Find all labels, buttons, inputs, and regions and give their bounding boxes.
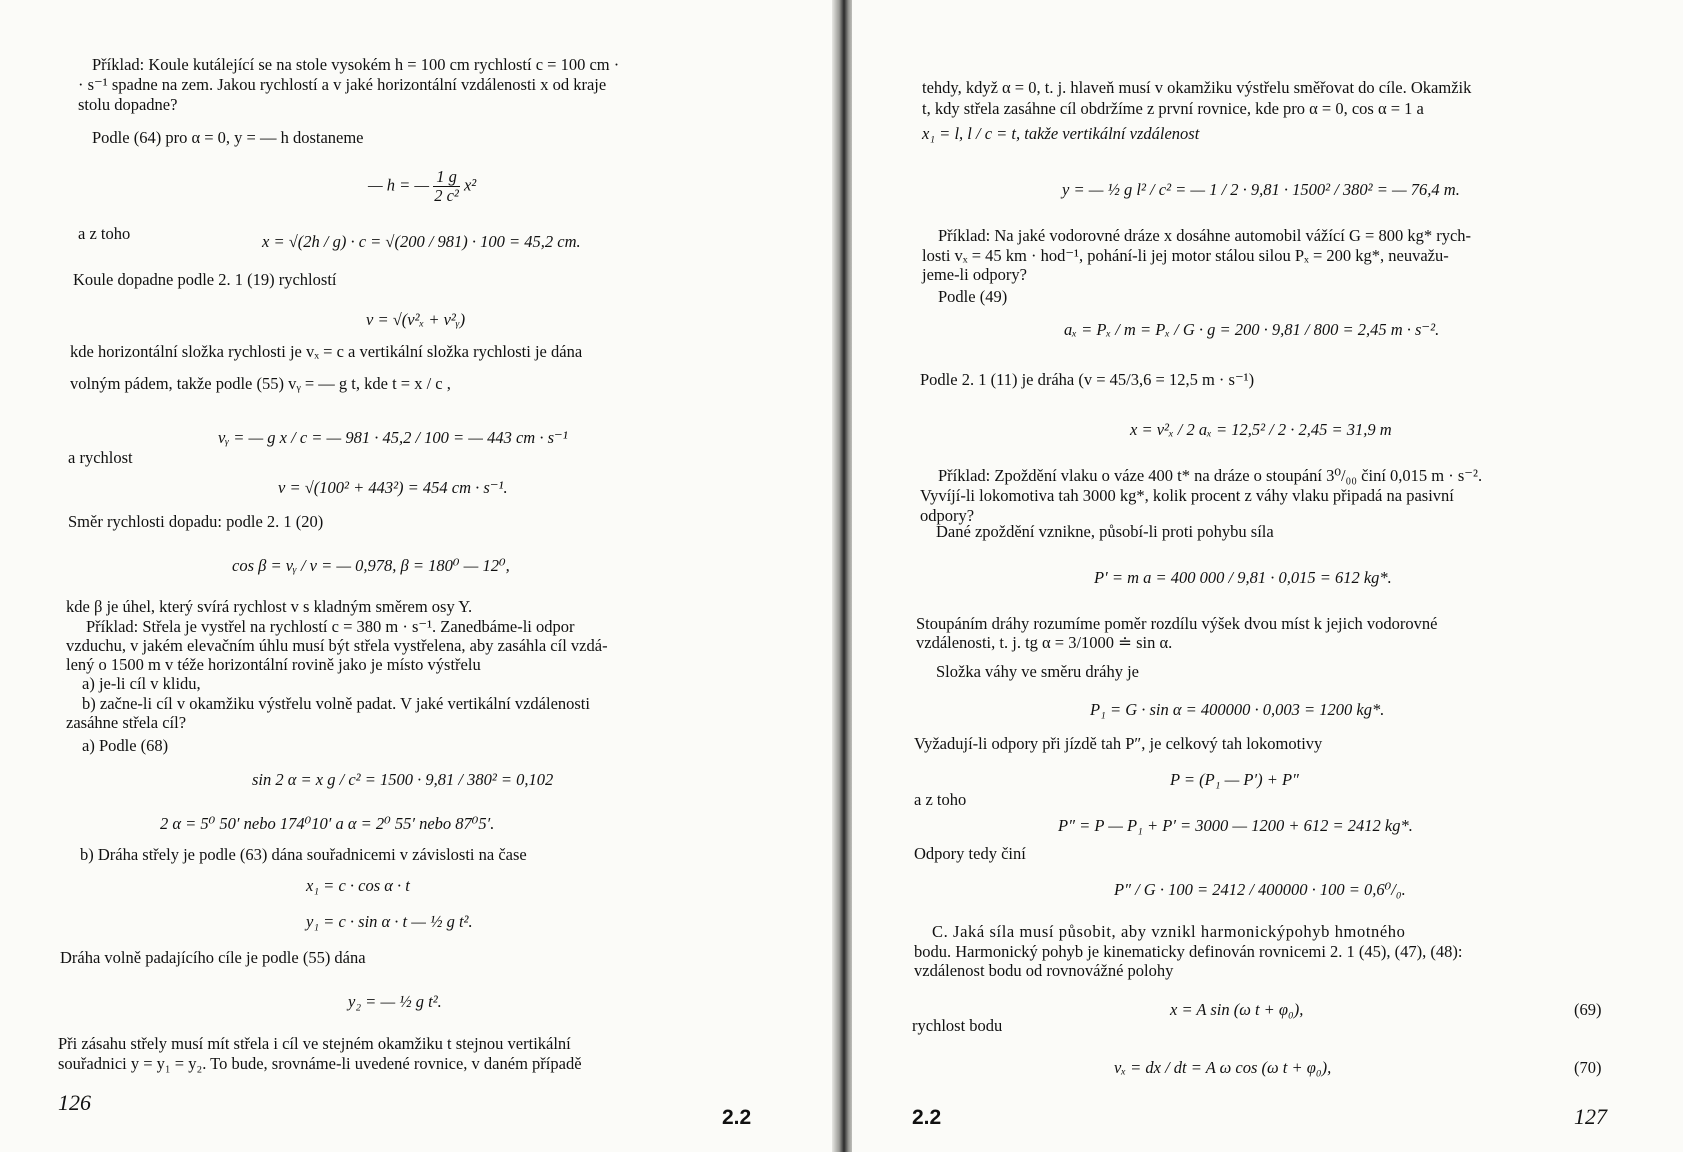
right-page [852, 0, 1683, 1152]
right-eq5: P₁ = G · sin α = 400000 · 0,003 = 1200 kg*. [1090, 700, 1385, 719]
right-eq3: x = v²ₓ / 2 aₓ = 12,5² / 2 · 2,45 = 31,9 m [1130, 420, 1392, 439]
right-q11: rychlost bodu [912, 1016, 1003, 1035]
left-p5: Směr rychlosti dopadu: podle 2. 1 (20) [68, 512, 324, 531]
right-eq8: P″ / G · 100 = 2412 / 400000 · 100 = 0,6⁰/₀. [1114, 880, 1406, 899]
left-eq2: x = √(2h / g) · c = √(200 / 981) · 100 = 45,2 cm. [262, 232, 581, 251]
right-q8: Vyžadují-li odpory při jízdě tah P″, je celkový tah lokomotivy [914, 734, 1323, 753]
left-eq4: vᵧ = — g x / c = — 981 · 45,2 / 100 = — 443 cm · s⁻¹ [218, 428, 568, 447]
left-eq7: sin 2 α = x g / c² = 1500 · 9,81 / 380² = 0,102 [252, 770, 554, 789]
left-eq1-denominator: 2 c² [434, 186, 459, 205]
right-q10-line1: C. Jaká síla musí působit, aby vznikl harmonickýpohyb hmotného [932, 922, 1406, 941]
right-q7: Složka váhy ve směru dráhy je [936, 662, 1139, 681]
right-eq7: P″ = P — P₁ + P′ = 3000 — 1200 + 612 = 2412 kg*. [1058, 816, 1413, 835]
left-p10: Dráha volně padajícího cíle je podle (55) dána [60, 948, 366, 967]
left-p11-line1: Při zásahu střely musí mít střela i cíl ve stejném okamžiku t stejnou vertikální [58, 1034, 571, 1053]
right-q5-line2: Vyvíjí-li lokomotiva tah 3000 kg*, kolik procent z váhy vlaku připadá na pasivní [920, 486, 1454, 505]
right-eq9-number: (69) [1574, 1000, 1602, 1019]
right-eq2: aₓ = Pₓ / m = Pₓ / G · g = 200 · 9,81 / 800 = 2,45 m · s⁻². [1064, 320, 1440, 339]
left-eq1-tail: x² [463, 175, 477, 195]
left-p9: b) Dráha střely je podle (63) dána souřadnicemi v závislosti na čase [80, 845, 527, 864]
right-q9: Odpory tedy činí [914, 844, 1026, 863]
left-p1-line2: · s⁻¹ spadne na zem. Jakou rychlostí a v jaké horizontální vzdálenosti x od kraje [78, 75, 607, 94]
left-eq11: y₂ = — ½ g t². [348, 992, 442, 1011]
left-p7-line6: zasáhne střela cíl? [66, 713, 187, 732]
right-q5-line1: Příklad: Zpoždění vlaku o váze 400 t* na dráze o stoupání 3⁰/₀₀ činí 0,015 m · s⁻². [938, 466, 1483, 485]
right-q4: Podle 2. 1 (11) je dráha (v = 45/3,6 = 12,5 m · s⁻¹) [920, 370, 1255, 389]
right-q1-line2: t, kdy střela zasáhne cíl obdržíme z první rovnice, kde pro α = 0, cos α = 1 a [922, 99, 1424, 118]
left-p7-line4: a) je-li cíl v klidu, [82, 674, 201, 693]
left-p8: a) Podle (68) [82, 736, 169, 755]
right-q2-line2: losti vₓ = 45 km · hod⁻¹, pohání-li jej motor stálou silou Pₓ = 200 kg*, neuvažu- [922, 246, 1449, 265]
left-p4-line2: volným pádem, takže podle (55) vᵧ = — g t, kde t = x / c , [70, 374, 451, 393]
left-p1-line3: stolu dopadne? [78, 95, 178, 114]
right-page-number: 127 [1574, 1104, 1607, 1129]
left-p4-line1: kde horizontální složka rychlosti je vₓ = c a vertikální složka rychlosti je dána [70, 342, 583, 361]
right-q6-line2: vzdálenosti, t. j. tg α = 3/1000 ≐ sin α. [916, 633, 1173, 652]
right-q10-line3: vzdálenost bodu od rovnovážné polohy [914, 961, 1174, 980]
left-eq6: cos β = vᵧ / v = — 0,978, β = 180⁰ — 12⁰, [232, 556, 510, 575]
left-eq8: 2 α = 5⁰ 50′ nebo 174⁰10′ a α = 2⁰ 55′ nebo 87⁰5′. [160, 814, 495, 833]
left-p7-line1: Příklad: Střela je vystřel na rychlostí c = 380 m · s⁻¹. Zanedbáme-li odpor [86, 617, 575, 636]
left-eq1-head: — h = — [368, 175, 434, 195]
right-q5-line3: odpory? [920, 506, 975, 525]
left-eq1-fraction [433, 168, 460, 205]
left-eq3: v = √(v²ₓ + v²ᵧ) [366, 310, 466, 329]
right-q6-line1: Stoupáním dráhy rozumíme poměr rozdílu výšek dvou míst k jejich vodorovné [916, 614, 1438, 633]
right-eq4: P′ = m a = 400 000 / 9,81 · 0,015 = 612 kg*. [1094, 568, 1392, 587]
right-eq10: vₓ = dx / dt = A ω cos (ω t + φ₀), [1114, 1058, 1332, 1077]
right-q5-line4: Dané zpoždění vznikne, působí-li proti pohybu síla [936, 522, 1274, 541]
right-q1-line3: x₁ = l, l / c = t, takže vertikální vzdálenost [922, 124, 1200, 143]
left-a-rychlost: a rychlost [68, 448, 133, 467]
left-p7-line2: vzduchu, v jakém elevačním úhlu musí být střela vystřelena, aby zasáhla cíl vzdá- [66, 636, 608, 655]
left-a-z-toho: a z toho [78, 224, 131, 243]
left-eq1 [368, 168, 476, 205]
right-eq9: x = A sin (ω t + φ₀), [1170, 1000, 1304, 1019]
left-p2: Podle (64) pro α = 0, y = — h dostaneme [92, 128, 364, 147]
left-section-marker: 2.2 [722, 1106, 752, 1129]
left-eq5: v = √(100² + 443²) = 454 cm · s⁻¹. [278, 478, 508, 497]
left-p3: Koule dopadne podle 2. 1 (19) rychlostí [73, 270, 337, 289]
left-p7-line5: b) začne-li cíl v okamžiku výstřelu volně padat. V jaké vertikální vzdálenosti [82, 694, 590, 713]
right-section-marker: 2.2 [912, 1106, 942, 1129]
left-eq10: y₁ = c · sin α · t — ½ g t². [306, 912, 473, 931]
right-q2-line3: jeme-li odpory? [922, 265, 1027, 284]
right-q2-line1: Příklad: Na jaké vodorovné dráze x dosáhne automobil vážící G = 800 kg* rych- [938, 226, 1472, 245]
right-q10-line2: bodu. Harmonický pohyb je kinematicky definován rovnicemi 2. 1 (45), (47), (48): [914, 942, 1463, 961]
left-eq1-numerator: 1 g [433, 168, 460, 187]
right-a-z-toho: a z toho [914, 790, 967, 809]
left-p7-line3: lený o 1500 m v téže horizontální rovině jako je místo výstřelu [66, 655, 481, 674]
right-q3: Podle (49) [938, 287, 1008, 306]
left-eq9: x₁ = c · cos α · t [306, 876, 410, 895]
right-eq6: P = (P₁ — P′) + P″ [1170, 770, 1299, 789]
left-p6: kde β je úhel, který svírá rychlost v s kladným směrem osy Y. [66, 597, 473, 616]
left-p1-line1: Příklad: Koule kutálející se na stole vysokém h = 100 cm rychlostí c = 100 cm · [92, 55, 620, 74]
left-page-number: 126 [58, 1090, 91, 1115]
left-p11-line2: souřadnici y = y₁ = y₂. To bude, srovnáme-li uvedené rovnice, v daném případě [58, 1054, 582, 1073]
right-eq10-number: (70) [1574, 1058, 1602, 1077]
right-q1-line1: tehdy, když α = 0, t. j. hlaveň musí v okamžiku výstřelu směřovat do cíle. Okamžik [922, 78, 1472, 97]
right-eq1: y = — ½ g l² / c² = — 1 / 2 · 9,81 · 1500² / 380² = — 76,4 m. [1062, 180, 1460, 199]
left-page [0, 0, 836, 1152]
